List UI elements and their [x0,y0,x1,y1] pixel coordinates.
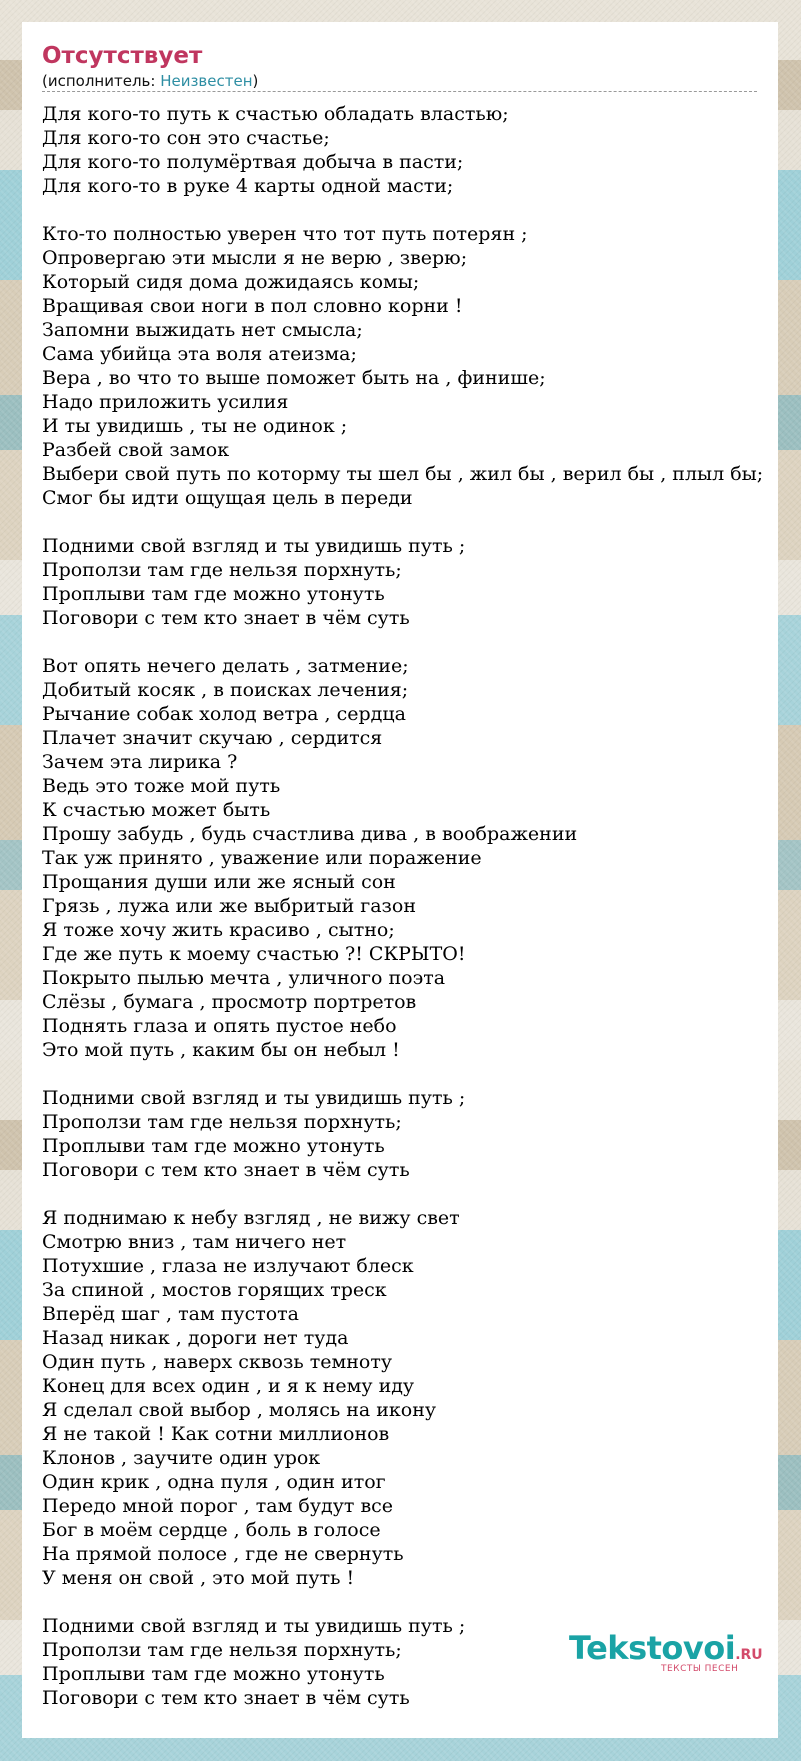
lyric-line: К счастью может быть [42,799,271,821]
logo-domain: .RU [735,1647,763,1663]
lyric-line: Прощания души или же ясный сон [42,871,396,893]
lyric-line: Это мой путь , каким бы он небыл ! [42,1039,400,1061]
stanza-break [42,630,778,654]
lyric-line: Разбей свой замок [42,439,230,461]
lyric-line: Зачем эта лирика ? [42,751,238,773]
lyric-line: Добитый косяк , в поисках лечения; [42,679,409,701]
lyric-line: На прямой полосе , где не свернуть [42,1543,404,1565]
lyric-line: Проплыви там где можно утонуть [42,583,385,605]
lyric-line: Клонов , заучите один урок [42,1447,321,1469]
lyric-line: Вперёд шаг , там пустота [42,1303,300,1325]
lyric-line: Подними свой взгляд и ты увидишь путь ; [42,1615,466,1637]
lyric-line: Для кого-то сон это счастье; [42,127,330,149]
stanza-break [42,1062,778,1086]
lyric-line: Назад никак , дороги нет туда [42,1327,349,1349]
lyric-line: Для кого-то полумёртвая добыча в пасти; [42,151,464,173]
lyric-line: Один крик , одна пуля , один итог [42,1471,386,1493]
lyric-line: Вера , во что то выше поможет быть на , финише; [42,367,546,389]
lyric-line: У меня он свой , это мой путь ! [42,1567,355,1589]
lyric-line: Поднять глаза и опять пустое небо [42,1015,397,1037]
lyric-line: Подними свой взгляд и ты увидишь путь ; [42,535,466,557]
stanza-break [42,1590,778,1614]
lyric-line: Прошу забудь , будь счастлива дива , в воображении [42,823,578,845]
stanza-break [42,510,778,534]
lyric-line: Запомни выжидать нет смысла; [42,319,363,341]
artist-prefix: (исполнитель: [42,72,161,90]
lyric-line: Потухшие , глаза не излучают блеск [42,1255,414,1277]
lyric-line: Выбери свой путь по которму ты шел бы , жил бы , верил бы , плыл бы; [42,463,764,485]
stanza-break [42,198,778,222]
artist-link[interactable]: Неизвестен [160,72,253,90]
lyric-line: Подними свой взгляд и ты увидишь путь ; [42,1087,466,1109]
lyric-line: Проплыви там где можно утонуть [42,1135,385,1157]
artist-line [42,72,757,92]
lyric-line: Один путь , наверх сквозь темноту [42,1351,393,1373]
lyric-line: Опровергаю эти мысли я не верю , зверю; [42,247,468,269]
site-logo[interactable] [569,1630,769,1678]
lyric-line: Проползи там где нельзя порхнуть; [42,1111,402,1133]
lyric-line: Плачет значит скучаю , сердится [42,727,383,749]
logo-text: Tekstovoi [569,1629,736,1667]
artist-suffix: ) [252,72,259,90]
lyric-line: Сама убийца эта воля атеизма; [42,343,357,365]
lyric-line: Слёзы , бумага , просмотр портретов [42,991,417,1013]
lyric-line: Проползи там где нельзя порхнуть; [42,559,402,581]
song-title: Отсутствует [42,43,203,69]
lyric-line: Смог бы идти ощущая цель в переди [42,487,413,509]
lyric-line: Проплыви там где можно утонуть [42,1663,385,1685]
lyric-line: Для кого-то путь к счастью обладать властью; [42,103,509,125]
lyric-line: Где же путь к моему счастью ?! СКРЫТО! [42,943,466,965]
lyric-line: Я сделал свой выбор , молясь на икону [42,1399,437,1421]
lyric-line: Который сидя дома дожидаясь комы; [42,271,420,293]
lyric-line: Я не такой ! Как сотни миллионов [42,1423,390,1445]
lyric-line: Вот опять нечего делать , затмение; [42,655,409,677]
lyric-line: Поговори с тем кто знает в чём суть [42,607,410,629]
lyric-line: За спиной , мостов горящих треск [42,1279,387,1301]
lyric-line: Поговори с тем кто знает в чём суть [42,1687,410,1709]
lyric-line: Ведь это тоже мой путь [42,775,281,797]
stanza-break [42,1182,778,1206]
lyric-line: Так уж принято , уважение или поражение [42,847,482,869]
lyric-line: И ты увидишь , ты не одинок ; [42,415,348,437]
lyric-line: Грязь , лужа или же выбритый газон [42,895,417,917]
lyric-line: Покрыто пылью мечта , уличного поэта [42,967,446,989]
lyric-line: Передо мной порог , там будут все [42,1495,394,1517]
lyric-line: Вращивая свои ноги в пол словно корни ! [42,295,463,317]
logo-subtitle: ТЕКСТЫ ПЕСЕН [661,1664,739,1674]
lyric-line: Рычание собак холод ветра , сердца [42,703,406,725]
lyrics-body [42,102,778,1710]
lyric-line: Поговори с тем кто знает в чём суть [42,1159,410,1181]
lyric-line: Я тоже хочу жить красиво , сытно; [42,919,395,941]
lyric-line: Конец для всех один , и я к нему иду [42,1375,415,1397]
lyric-line: Проползи там где нельзя порхнуть; [42,1639,402,1661]
lyric-line: Кто-то полностью уверен что тот путь потерян ; [42,223,528,245]
lyric-line: Бог в моём сердце , боль в голосе [42,1519,381,1541]
lyric-line: Для кого-то в руке 4 карты одной масти; [42,175,454,197]
lyric-line: Надо приложить усилия [42,391,289,413]
lyric-line: Я поднимаю к небу взгляд , не вижу свет [42,1207,460,1229]
lyrics-page [22,22,778,1738]
lyric-line: Смотрю вниз , там ничего нет [42,1231,347,1253]
